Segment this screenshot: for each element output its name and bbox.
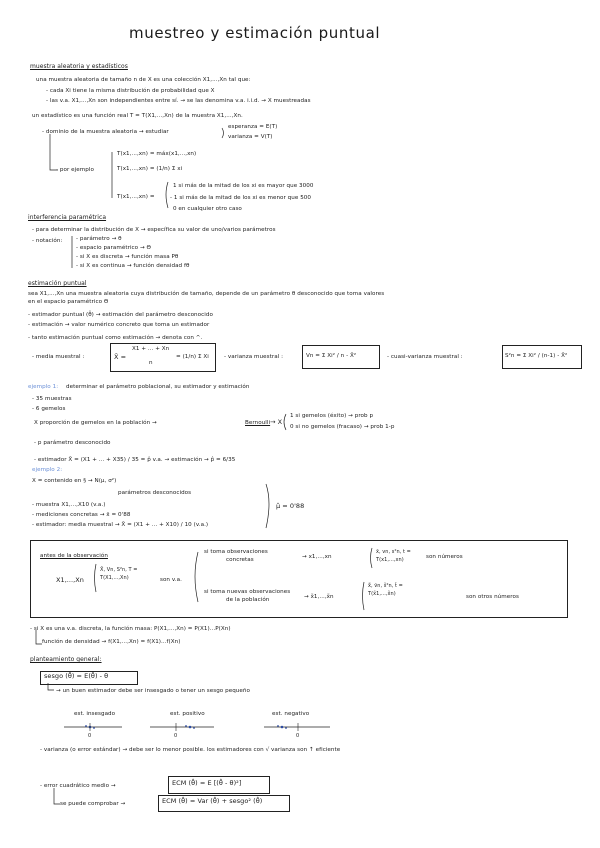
ejemplo-1-est: - estimador X̄ = (X1 + ... + X35) / 35 = p̂ v.a. → estimación → p̂ = 6/35 xyxy=(34,457,236,463)
box-antes: antes de la observación xyxy=(40,553,108,559)
cuasi-varianza-formula: S²n = Σ Xi² / (n-1) - X̄² xyxy=(505,353,568,359)
s1-varianza: varianza = V(T) xyxy=(228,134,273,140)
box-brace-c2 xyxy=(363,582,365,610)
box-brace-cases xyxy=(195,552,198,602)
ejemplo-2-res: μ̂ = 0'88 xyxy=(276,502,305,510)
ejemplo-2-b2: - mediciones concretas → x̄ = 0'88 xyxy=(32,512,131,518)
ejemplo-2-b0: X = contenido en § → N(μ, σ²) xyxy=(32,478,117,484)
ejemplo-1-title: determinar el parámetro poblacional, su estimador y estimación xyxy=(66,384,250,390)
cuasi-varianza-label: - cuasi-varianza muestral : xyxy=(387,354,463,360)
graph-zero-1: 0 xyxy=(88,733,92,739)
s2-notacion-4: - si X es continua → función densidad fθ xyxy=(76,263,190,269)
s3-para-1b: en el espacio paramétrico Θ xyxy=(28,299,109,305)
s1-estadistico: un estadístico es una función real T = T(X1,...,Xn) de la muestra X1,...,Xn. xyxy=(32,113,243,119)
s3-bullet-3: - tanto estimación puntual como estimación → denota con ^. xyxy=(28,335,203,341)
s3-para-1: sea X1,...,Xn una muestra aleatoria cuya distribución de tamaño, depende de un parámetro θ desconocido que toma valores xyxy=(28,291,385,297)
bernoulli-word: Bernoulli xyxy=(245,420,271,426)
descomposicion-formula: ECM (θ̂) = Var (θ̂) + sesgo² (θ̂) xyxy=(162,797,263,805)
graph-label-positivo: est. positivo xyxy=(170,711,205,717)
s1-esperanza: esperanza = E(T) xyxy=(228,124,278,130)
box-vs: X̄, Vn, S²n, T = T(X1,...,Xn) xyxy=(100,567,138,581)
section-heading-planteamiento: planteamiento general: xyxy=(30,656,102,663)
box-son: son v.a. xyxy=(160,577,182,583)
ejemplo-1-x: → X xyxy=(270,418,283,426)
box-brace-vs xyxy=(95,564,97,592)
box-c1v: x̄, vn, s²n, t = T(x1,...,xn) xyxy=(376,549,411,563)
graph-label-insesgado: est. insesgado xyxy=(74,711,116,717)
section-heading-interferencia: interferencia paramétrica xyxy=(28,214,107,221)
media-formula-num: X1 + ... + Xn xyxy=(132,346,170,352)
ejemplo-1-p: - p parámetro desconocido xyxy=(34,440,111,446)
s2-notacion-1: - parámetro → θ xyxy=(76,236,122,242)
ejemplo-1-label: ejemplo 1: xyxy=(28,384,59,390)
s1-ejemplo-3c: 0 en cualquier otro caso xyxy=(173,206,242,212)
s2-notacion-2: - espacio paramétrico → Θ xyxy=(76,245,151,251)
ejemplo-1-b3: X proporción de gemelos en la población → xyxy=(34,420,157,426)
s1-ejemplo-3b: - 1 si más de la mitad de los xi es menor que 500 xyxy=(170,195,312,201)
media-formula-sum: = (1/n) Σ Xi xyxy=(176,354,209,360)
post-line-1: - si X es una v.a. discreta, la función masa: P(X1,...,Xn) = P(X1)...P(Xn) xyxy=(30,626,231,632)
descomposicion-label: se puede comprobar → xyxy=(60,801,126,807)
s1-ejemplo-label: - por ejemplo xyxy=(56,167,94,173)
bracket-esp-var xyxy=(222,128,224,138)
s1-ejemplo-1: T(x1,...,xn) = máx(x1,...,xn) xyxy=(117,151,197,157)
ejemplo-1-r2: 0 si no gemelos (fracaso) → prob 1-p xyxy=(290,424,395,430)
ejemplo-1-b2: - 6 gemelos xyxy=(32,406,66,412)
graph-zero-3: 0 xyxy=(296,733,300,739)
post-line-2: función de densidad → f(X1,...,Xn) = f(X1)...f(Xn) xyxy=(42,639,181,645)
varianza-line: - varianza (o error estándar) → debe ser lo menor posible. los estimadores con √ varianza son ↑ eficiente xyxy=(40,747,341,753)
sesgo-note: → un buen estimador debe ser insesgado o tener un sesgo pequeño xyxy=(56,688,250,694)
s2-bullet-1: - para determinar la distribución de X → específica su valor de uno/varios parámetros xyxy=(32,227,276,233)
box-xs: X1,...,Xn xyxy=(56,576,84,584)
box-c1b: concretas xyxy=(226,557,254,563)
ejemplo-tree-line xyxy=(50,134,58,170)
ejemplo-2-brace xyxy=(266,484,269,528)
box-c2r: → x̃1,...,x̃n xyxy=(304,594,334,600)
varianza-formula: Vn = Σ Xi² / n - X̄² xyxy=(306,353,357,359)
box-c1r: → x1,...,xn xyxy=(302,554,332,560)
ejemplo-3-brace xyxy=(166,182,168,208)
s1-distribucion: - dominio de la muestra aleatoria → estudiar xyxy=(42,129,169,135)
ejemplo-1-b1: - 35 muestras xyxy=(32,396,72,402)
media-formula-den: n xyxy=(149,360,153,366)
s1-ejemplo-2: T(x1,...,xn) = (1/n) Σ xi xyxy=(117,166,183,172)
graph-label-negativo: est. negativo xyxy=(272,711,310,717)
ejemplo-2-label: ejemplo 2: xyxy=(32,467,63,473)
box-c1s: son números xyxy=(426,554,463,560)
ecm-tree-line xyxy=(54,788,60,804)
sesgo-tree-line xyxy=(48,683,54,690)
varianza-muestral-label: - varianza muestral : xyxy=(224,354,284,360)
ecm-label: - error cuadrático medio → xyxy=(40,783,116,789)
ejemplo-2-b3: - estimador: media muestral → X̄ = (X1 + ... + X10) / 10 (v.a.) xyxy=(32,522,209,528)
s3-bullet-1: - estimador puntual (θ̂) → estimación del parámetro desconocido xyxy=(28,312,213,318)
s1-bullet-1: - cada Xi tiene la misma distribución de probabilidad que X xyxy=(46,88,215,94)
post-tree-line xyxy=(36,630,42,644)
section-heading-estimacion: estimación puntual xyxy=(28,280,87,287)
box-brace-c1 xyxy=(371,548,373,568)
ejemplo-2-b1: - muestra X1,...,X10 (v.a.) xyxy=(32,502,106,508)
s1-ejemplo-3a: 1 si más de la mitad de los xi es mayor que 3000 xyxy=(173,183,314,189)
s2-bullet-2: - notación: xyxy=(32,238,63,244)
box-c1a: si toma observaciones xyxy=(204,549,268,555)
s1-ejemplo-3: T(x1,...,xn) = xyxy=(117,194,155,200)
bernoulli-brace xyxy=(284,414,286,430)
page-title: muestreo y estimación puntual xyxy=(129,24,381,42)
sesgo-formula: sesgo (θ̂) = E(θ̂) - θ xyxy=(44,672,109,680)
s1-bullet-2: - las v.a. X1,...,Xn son independientes entre sí. → se las denomina v.a. i.i.d. → X muestreadas xyxy=(46,98,311,104)
box-c2s: son otros números xyxy=(466,594,519,600)
box-c2a: si toma nuevas observaciones xyxy=(204,589,291,595)
box-c2b: de la población xyxy=(226,597,270,603)
box-c2v: x̃̄, ṽn, s̃²n, t̃ = T(x̃1,...,x̃n) xyxy=(368,583,403,597)
media-formula-lhs: X̄ = xyxy=(114,353,127,361)
s1-intro: una muestra aleatoria de tamaño n de X es una colección X1,...,Xn tal que: xyxy=(36,77,251,83)
s2-notacion-3: - si X es discreta → función masa Pθ xyxy=(76,254,179,260)
ejemplo-2-b0b: parámetros desconocidos xyxy=(118,490,192,496)
s3-bullet-2: - estimación → valor numérico concreto que toma un estimador xyxy=(28,322,210,328)
media-muestral-label: - media muestral : xyxy=(32,354,85,360)
graph-zero-2: 0 xyxy=(174,733,178,739)
section-heading-muestra: muestra aleatoria y estadísticos xyxy=(30,63,128,70)
ejemplo-1-r1: 1 si gemelos (éxito) → prob p xyxy=(290,413,374,419)
ecm-formula: ECM (θ̂) = E [(θ̂ - θ)²] xyxy=(172,779,242,787)
